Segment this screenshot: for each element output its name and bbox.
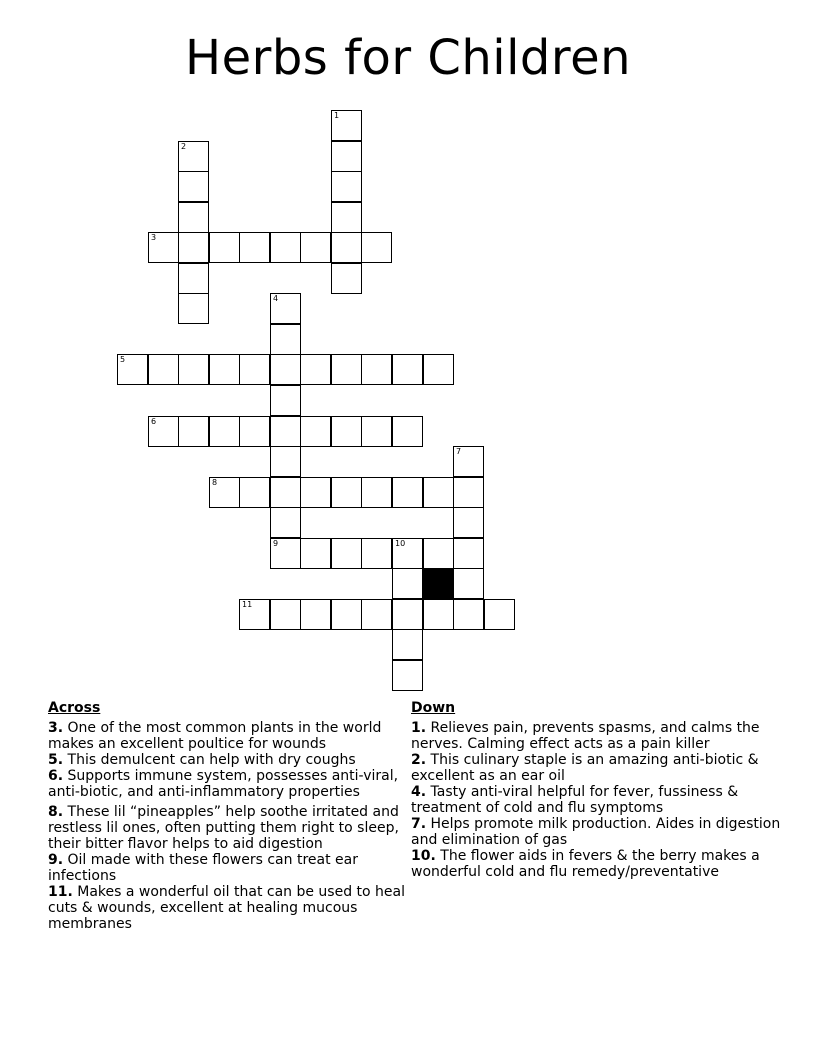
grid-cell[interactable] xyxy=(178,202,209,233)
grid-cell[interactable] xyxy=(453,538,484,569)
grid-cell[interactable] xyxy=(117,354,148,385)
grid-cell[interactable] xyxy=(178,354,209,385)
clue-number: 4. xyxy=(411,784,427,800)
clue-number: 10. xyxy=(411,848,436,864)
clue-number: 6. xyxy=(48,768,64,784)
grid-cell[interactable] xyxy=(178,263,209,294)
clue-text: Relieves pain, prevents spasms, and calms the nerves. Calming effect acts as a pain killer xyxy=(411,720,760,752)
grid-cell[interactable] xyxy=(270,538,301,569)
clue-number: 3. xyxy=(48,720,64,736)
cell-number: 7 xyxy=(456,447,462,456)
grid-cell[interactable] xyxy=(392,568,423,599)
clue-across-3 xyxy=(48,720,410,752)
across-heading: Across xyxy=(48,700,101,716)
grid-cell[interactable] xyxy=(331,416,362,447)
grid-cell[interactable] xyxy=(178,416,209,447)
grid-cell[interactable] xyxy=(331,477,362,508)
cell-number: 8 xyxy=(212,478,218,487)
grid-cell[interactable] xyxy=(300,354,331,385)
clue-text: This demulcent can help with dry coughs xyxy=(67,752,356,768)
grid-cell[interactable] xyxy=(453,507,484,538)
grid-cell[interactable] xyxy=(392,477,423,508)
clue-number: 1. xyxy=(411,720,427,736)
grid-cell[interactable] xyxy=(270,385,301,416)
clue-down-10 xyxy=(411,848,781,880)
grid-cell[interactable] xyxy=(423,354,454,385)
grid-cell[interactable] xyxy=(300,416,331,447)
grid-cell[interactable] xyxy=(148,232,179,263)
grid-cell[interactable] xyxy=(270,416,301,447)
clue-text: Tasty anti-viral helpful for fever, fussiness & treatment of cold and flu symptoms xyxy=(411,784,739,816)
grid-cell[interactable] xyxy=(239,354,270,385)
grid-cell[interactable] xyxy=(453,568,484,599)
grid-cell[interactable] xyxy=(484,599,515,630)
grid-cell[interactable] xyxy=(361,477,392,508)
grid-cell[interactable] xyxy=(148,416,179,447)
grid-cell[interactable] xyxy=(331,599,362,630)
grid-cell[interactable] xyxy=(331,538,362,569)
clue-down-1 xyxy=(411,720,781,752)
grid-cell[interactable] xyxy=(392,660,423,691)
clue-across-11 xyxy=(48,884,410,932)
clue-down-4 xyxy=(411,784,781,816)
grid-cell[interactable] xyxy=(178,293,209,324)
cell-number: 1 xyxy=(334,111,340,120)
grid-cell[interactable] xyxy=(331,202,362,233)
grid-cell[interactable] xyxy=(361,232,392,263)
puzzle-title: Herbs for Children xyxy=(184,30,632,86)
down-heading: Down xyxy=(411,700,456,716)
grid-block-cell xyxy=(423,568,454,599)
clue-text: These lil “pineapples” help soothe irritated and restless lil ones, often putting them right to sleep, their bitter flavor helps to aid digestion xyxy=(48,804,399,852)
grid-cell[interactable] xyxy=(239,232,270,263)
grid-cell[interactable] xyxy=(300,538,331,569)
clue-number: 8. xyxy=(48,804,64,820)
grid-cell[interactable] xyxy=(392,416,423,447)
grid-cell[interactable] xyxy=(178,141,209,172)
grid-cell[interactable] xyxy=(270,599,301,630)
clue-text: One of the most common plants in the world makes an excellent poultice for wounds xyxy=(48,720,382,752)
grid-cell[interactable] xyxy=(331,263,362,294)
grid-cell[interactable] xyxy=(392,629,423,660)
grid-cell[interactable] xyxy=(239,416,270,447)
grid-cell[interactable] xyxy=(453,477,484,508)
grid-cell[interactable] xyxy=(392,354,423,385)
grid-cell[interactable] xyxy=(209,477,240,508)
grid-cell[interactable] xyxy=(270,293,301,324)
grid-cell[interactable] xyxy=(331,354,362,385)
clue-across-9 xyxy=(48,852,410,884)
grid-cell[interactable] xyxy=(331,141,362,172)
clue-number: 7. xyxy=(411,816,427,832)
grid-cell[interactable] xyxy=(239,477,270,508)
clue-text: Helps promote milk production. Aides in digestion and elimination of gas xyxy=(411,816,781,848)
grid-cell[interactable] xyxy=(270,507,301,538)
grid-cell[interactable] xyxy=(423,599,454,630)
cell-number: 6 xyxy=(151,417,157,426)
grid-cell[interactable] xyxy=(209,354,240,385)
grid-cell[interactable] xyxy=(300,599,331,630)
clue-number: 5. xyxy=(48,752,64,768)
cell-number: 10 xyxy=(395,539,406,548)
cell-number: 11 xyxy=(242,600,253,609)
grid-cell[interactable] xyxy=(239,599,270,630)
clue-number: 9. xyxy=(48,852,64,868)
grid-cell[interactable] xyxy=(331,171,362,202)
grid-cell[interactable] xyxy=(300,477,331,508)
clue-down-2 xyxy=(411,752,781,784)
grid-cell[interactable] xyxy=(453,599,484,630)
grid-cell[interactable] xyxy=(453,446,484,477)
cell-number: 9 xyxy=(273,539,279,548)
clue-text: Supports immune system, possesses anti-viral, anti-biotic, and anti-inflammatory properties xyxy=(48,768,399,800)
grid-cell[interactable] xyxy=(270,354,301,385)
cell-number: 5 xyxy=(120,355,126,364)
clue-down-7 xyxy=(411,816,781,848)
clue-text: This culinary staple is an amazing anti-biotic & excellent as an ear oil xyxy=(411,752,759,784)
cell-number: 4 xyxy=(273,294,279,303)
clue-across-6 xyxy=(48,768,410,800)
grid-cell[interactable] xyxy=(423,477,454,508)
clue-text: The flower aids in fevers & the berry makes a wonderful cold and flu remedy/preventative xyxy=(411,848,760,880)
grid-cell[interactable] xyxy=(392,599,423,630)
clue-text: Makes a wonderful oil that can be used to heal cuts & wounds, excellent at healing mucous membranes xyxy=(48,884,406,932)
grid-cell[interactable] xyxy=(270,446,301,477)
clue-across-5 xyxy=(48,752,410,768)
grid-cell[interactable] xyxy=(270,324,301,355)
clue-text: Oil made with these flowers can treat ear infections xyxy=(48,852,358,884)
grid-cell[interactable] xyxy=(392,538,423,569)
grid-cell[interactable] xyxy=(270,477,301,508)
clue-number: 11. xyxy=(48,884,73,900)
cell-number: 2 xyxy=(181,142,187,151)
grid-cell[interactable] xyxy=(270,232,301,263)
clue-across-8 xyxy=(48,804,410,852)
grid-cell[interactable] xyxy=(361,416,392,447)
grid-cell[interactable] xyxy=(209,232,240,263)
across-clues xyxy=(48,700,410,932)
down-clues xyxy=(411,700,781,880)
grid-cell[interactable] xyxy=(361,354,392,385)
grid-cell[interactable] xyxy=(300,232,331,263)
grid-cell[interactable] xyxy=(209,416,240,447)
grid-cell[interactable] xyxy=(331,110,362,141)
clue-number: 2. xyxy=(411,752,427,768)
grid-cell[interactable] xyxy=(423,538,454,569)
cell-number: 3 xyxy=(151,233,157,242)
grid-cell[interactable] xyxy=(178,232,209,263)
grid-cell[interactable] xyxy=(331,232,362,263)
grid-cell[interactable] xyxy=(361,599,392,630)
grid-cell[interactable] xyxy=(148,354,179,385)
grid-cell[interactable] xyxy=(361,538,392,569)
grid-cell[interactable] xyxy=(178,171,209,202)
